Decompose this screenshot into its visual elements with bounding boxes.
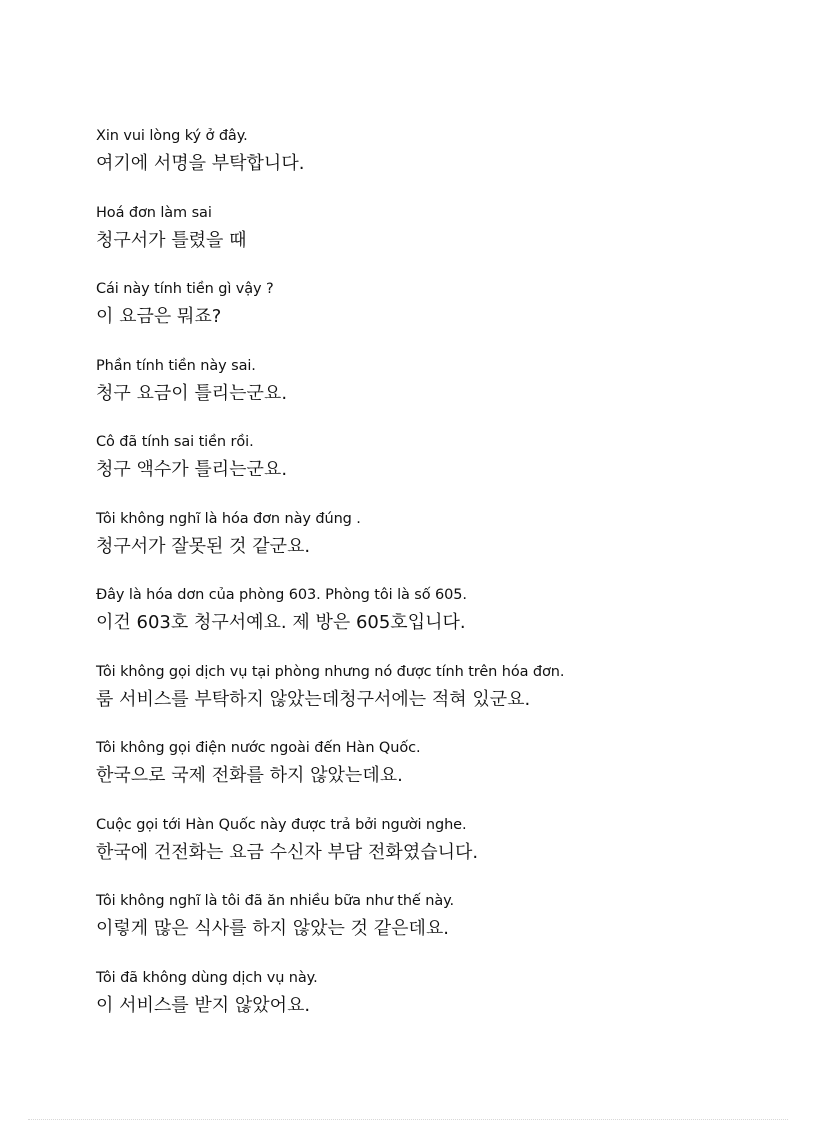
vietnamese-text: Tôi không gọi điện nước ngoài đến Hàn Quốc. <box>96 740 421 756</box>
phrase-item <box>96 969 786 1046</box>
vietnamese-text: Hoá đơn làm sai <box>96 204 212 221</box>
phrase-item <box>96 127 786 204</box>
vietnamese-text: Xin vui lòng ký ở đây. <box>96 128 248 144</box>
vietnamese-text: Cuộc gọi tới Hàn Quốc này được trả bởi người nghe. <box>96 816 467 833</box>
vietnamese-text: Cô đã tính sai tiền rồi. <box>96 434 254 450</box>
korean-text: 여기에 서명을 부탁합니다. <box>96 153 305 174</box>
phrase-item <box>96 663 786 740</box>
phrase-item <box>96 892 786 969</box>
korean-text: 룸 서비스를 부탁하지 않았는데청구서에는 적혀 있군요. <box>96 688 531 710</box>
phrase-item <box>96 357 786 434</box>
phrase-item <box>96 280 786 357</box>
page-bottom-border <box>28 1119 788 1120</box>
korean-text: 이렇게 많은 식사를 하지 않았는 것 같은데요. <box>96 918 450 939</box>
vietnamese-text: Tôi không nghĩ là tôi đã ăn nhiều bữa như thế này. <box>96 893 455 909</box>
phrase-item <box>96 433 786 510</box>
vietnamese-text: Tôi không nghĩ là hóa đơn này đúng . <box>96 510 361 527</box>
phrase-item <box>96 586 786 663</box>
phrase-list <box>96 127 786 1045</box>
korean-text: 이건 603호 청구서예요. 제 방은 605호입니다. <box>96 612 466 633</box>
korean-text: 청구 액수가 틀리는군요. <box>96 459 288 480</box>
vietnamese-text: Cái này tính tiền gì vậy ? <box>96 281 274 297</box>
vietnamese-text: Tôi đã không dùng dịch vụ này. <box>96 969 318 986</box>
vietnamese-text: Phần tính tiền này sai. <box>96 357 256 374</box>
phrase-item <box>96 204 786 281</box>
vietnamese-text: Đây là hóa dơn của phòng 603. Phòng tôi là số 605. <box>96 587 467 603</box>
phrase-item <box>96 816 786 893</box>
korean-text: 한국으로 국제 전화를 하지 않았는데요. <box>96 765 403 786</box>
korean-text: 이 요금은 뭐죠? <box>96 306 222 327</box>
korean-text: 청구서가 틀렸을 때 <box>96 229 247 251</box>
korean-text: 한국에 건전화는 요금 수신자 부담 전화였습니다. <box>96 841 479 863</box>
vietnamese-text: Tôi không gọi dịch vụ tại phòng nhưng nó được tính trên hóa đơn. <box>96 663 565 680</box>
phrase-item <box>96 739 786 816</box>
korean-text: 청구 요금이 틀리는군요. <box>96 382 288 404</box>
korean-text: 청구서가 잘못된 것 같군요. <box>96 535 311 557</box>
phrase-item <box>96 510 786 587</box>
korean-text: 이 서비스를 받지 않았어요. <box>96 994 311 1016</box>
